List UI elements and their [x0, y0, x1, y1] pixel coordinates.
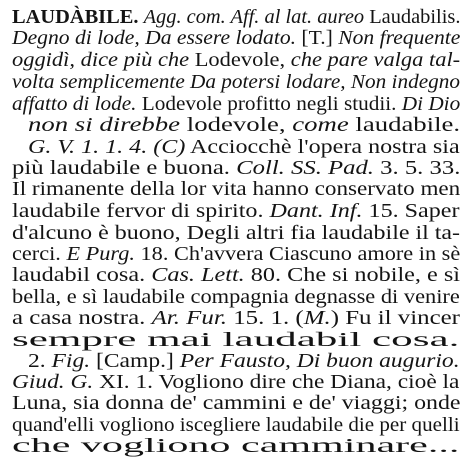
entry-text: Acciocchè l'opera nostra sia [185, 136, 460, 158]
italic-text: Coll. SS. Pad. [236, 157, 374, 179]
entry-line [12, 286, 460, 309]
italic-text: Degno di lode, Da essere lodato. [12, 27, 297, 49]
entry-text: laudabil cosa. [12, 264, 152, 286]
entry-text: a casa nostra. [12, 307, 152, 329]
entry-text: 18. Ch'avvera Ciascuno amore in sè [134, 243, 461, 265]
italic-text: Dant. Inf. [269, 200, 363, 222]
entry-text: Il rimanente della lor vita hanno conservato men [12, 178, 461, 200]
entry-line [12, 200, 460, 223]
entry-text: 3. 5. 33. [373, 157, 461, 179]
entry-line [12, 27, 460, 50]
entry-text: Luna, sia donna de' cammini e de' viaggi; onde [12, 392, 461, 414]
italic-text: Di Dio [401, 93, 461, 115]
entry-text: Lodevole, [189, 49, 291, 71]
entry-text: 2. [28, 350, 52, 372]
italic-text: affatto di lode. [12, 93, 137, 115]
entry-text: lodevole, [180, 114, 293, 136]
entry-text: [Camp.] [90, 350, 180, 372]
italic-text: volta semplicemente Da potersi lodare, Non indegno [12, 71, 460, 93]
italic-text: Giud. G. [12, 371, 94, 393]
entry-text: quand'elli vogliono iscegliere laudabile die per quelli [12, 414, 460, 436]
entry-line [12, 71, 460, 94]
entry-text: [T.] [296, 27, 339, 49]
entry-text: bella, e sì laudabile compagnia degnasse di venire [12, 286, 460, 308]
italic-text: Ar. Fur. [151, 307, 227, 329]
italic-text: che pare valga tal- [290, 49, 461, 71]
entry-line [28, 114, 460, 137]
entry-text: ) Fu il vincer [330, 307, 460, 329]
italic-text: M. [303, 307, 331, 329]
italic-text: Non frequente [338, 27, 461, 49]
italic-text: Cas. Lett. [151, 264, 245, 286]
entry-text: 15. Saper [362, 200, 460, 222]
entry-text: XI. 1. Vogliono dire che Diana, cioè la [93, 371, 460, 393]
entry-line [12, 222, 460, 245]
entry-line [12, 6, 460, 29]
italic-text: Agg. com. Aff. al lat. aureo [143, 6, 365, 28]
entry-line [12, 157, 460, 180]
italic-text: non si direbbe [28, 114, 181, 136]
italic-text: G. V. 1. 1. 4. (C) [28, 136, 186, 158]
entry-line [12, 435, 459, 458]
entry-text: Lodevole profitto negli studii. [136, 93, 402, 115]
italic-text: oggidì, dice più che [12, 49, 190, 71]
italic-text: come [292, 114, 349, 136]
italic-text: Per Fausto, Di buon augurio. [179, 350, 460, 372]
entry-line [12, 178, 460, 201]
entry-text: cerci. [12, 243, 67, 265]
entry-line [28, 350, 460, 373]
italic-text: Fig. [51, 350, 91, 372]
headword: LAUDÀBILE. [12, 6, 139, 28]
entry-line [12, 264, 460, 287]
entry-line [12, 49, 460, 72]
entry-line [12, 371, 459, 394]
entry-text: più laudabile e buona. [12, 157, 237, 179]
entry-line [28, 136, 460, 159]
entry-line [12, 329, 459, 352]
entry-text: 80. Che si nobile, e sì [244, 264, 460, 286]
entry-line [12, 392, 461, 415]
entry-text: laudabile. [348, 114, 461, 136]
entry-text: 15. 1. ( [226, 307, 304, 329]
entry-line [12, 93, 460, 116]
entry-line [12, 414, 460, 437]
entry-text: laudabile fervor di spirito. [12, 200, 270, 222]
entry-line [12, 243, 460, 266]
entry-text: d'alcuno è buono, Degli altri fia laudabile il ta- [12, 222, 461, 244]
entry-line [12, 307, 460, 330]
entry-text: che vogliono camminare... [12, 435, 460, 457]
italic-text: E Purg. [66, 243, 135, 265]
entry-text: sempre mai laudabil cosa. [12, 329, 460, 351]
entry-text: Laudabilis. [364, 6, 461, 28]
